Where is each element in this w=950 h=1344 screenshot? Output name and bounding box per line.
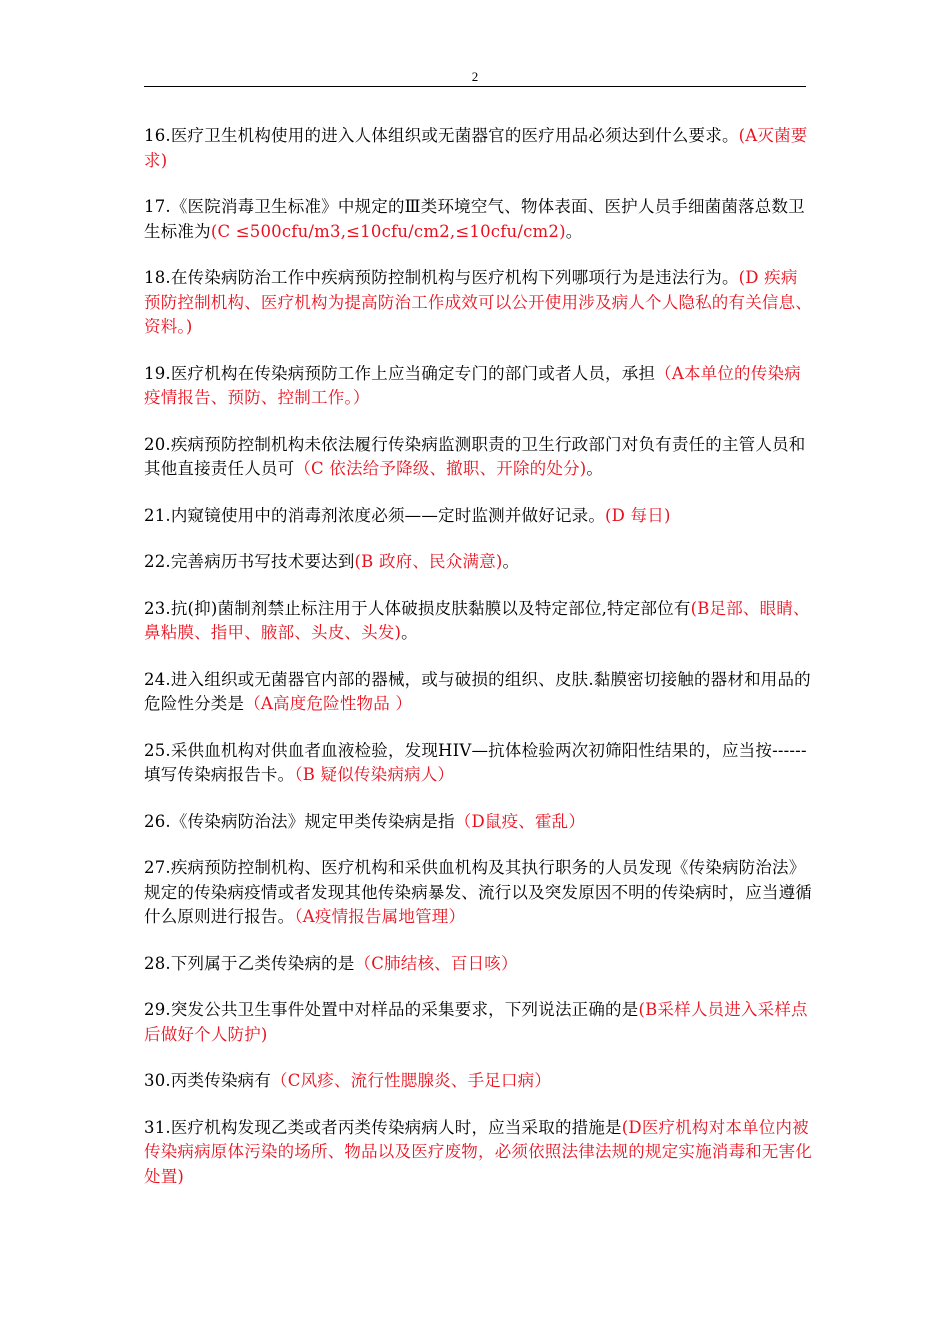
question-item xyxy=(144,856,814,930)
question-item xyxy=(144,504,814,529)
question-text: 27.疾病预防控制机构、医疗机构和采供血机构及其执行职务的人员发现《传染病防治法》规定的传染病疫情或者发现其他传染病暴发、流行以及突发原因不明的传染病时，应当遵循什么原则进行报告。 xyxy=(144,858,812,926)
answer-text: （A高度危险性物品 ） xyxy=(244,694,413,713)
question-text: 16.医疗卫生机构使用的进入人体组织或无菌器官的医疗用品必须达到什么要求。 xyxy=(144,126,739,145)
page-header xyxy=(144,66,806,87)
answer-text: （C 依法给予降级、撤职、开除的处分) xyxy=(294,459,587,478)
question-text: 17.《医院消毒卫生标准》中规定的Ⅲ类环境空气、物体表面、医护人员手细菌菌落总数卫生标准为 xyxy=(144,197,805,241)
question-tail: 。 xyxy=(502,552,520,571)
question-item xyxy=(144,266,814,340)
question-item xyxy=(144,1069,814,1094)
answer-text: (A灭菌要求) xyxy=(144,126,808,170)
answer-text: (B采样人员进入采样点后做好个人防护) xyxy=(144,1000,808,1044)
question-item xyxy=(144,1116,814,1190)
question-text: 25.采供血机构对供血者血液检验，发现HIV—抗体检验两次初筛阳性结果的，应当按------填写传染病报告卡。 xyxy=(144,740,807,784)
answer-text: （D鼠疫、霍乱） xyxy=(454,811,586,831)
question-text: 19.医疗机构在传染病预防工作上应当确定专门的部门或者人员，承担 xyxy=(144,363,656,383)
question-item xyxy=(144,668,814,717)
question-text: 30.丙类传染病有 xyxy=(144,1071,272,1090)
question-text: 28.下列属于乙类传染病的是 xyxy=(144,953,355,973)
question-tail: 。 xyxy=(401,623,418,642)
answer-text: （C风疹、流行性腮腺炎、手足口病） xyxy=(271,1071,552,1090)
answer-text: （B 疑似传染病病人） xyxy=(294,765,455,784)
question-text: 18.在传染病防治工作中疾病预防控制机构与医疗机构下列哪项行为是违法行为。 xyxy=(144,268,739,287)
question-item xyxy=(144,362,814,411)
answer-text: （A本单位的传染病疫情报告、预防、控制工作。） xyxy=(144,363,801,407)
question-text: 20.疾病预防控制机构未依法履行传染病监测职责的卫生行政部门对负有责任的主管人员和其他直接责任人员可 xyxy=(144,434,806,478)
answer-text: （A疫情报告属地管理） xyxy=(294,907,466,926)
page-number: 2 xyxy=(471,69,479,84)
question-text: 23.抗(抑)菌制剂禁止标注用于人体破损皮肤黏膜以及特定部位,特定部位有 xyxy=(144,598,691,618)
question-text: 31.医疗机构发现乙类或者丙类传染病病人时，应当采取的措施是 xyxy=(144,1117,622,1137)
answer-text: (B 政府、民众满意) xyxy=(354,552,503,571)
question-item xyxy=(144,195,814,244)
question-item xyxy=(144,597,814,646)
question-item xyxy=(144,739,814,788)
answer-text: (B足部、眼睛、鼻粘膜、指甲、腋部、头皮、头发) xyxy=(144,598,810,642)
question-item xyxy=(144,998,814,1047)
question-text: 24.进入组织或无菌器官内部的器械，或与破损的组织、皮肤.黏膜密切接触的器材和用品的危险性分类是 xyxy=(144,669,811,713)
question-list xyxy=(144,124,814,1211)
question-item xyxy=(144,952,814,977)
answer-text: (D 每日) xyxy=(605,505,671,525)
answer-text: (D 疾病预防控制机构、医疗机构为提高防治工作成效可以公开使用涉及病人个人隐私的有关信息、资料。) xyxy=(144,268,812,336)
question-tail: 。 xyxy=(586,459,604,478)
question-item xyxy=(144,124,814,173)
question-item xyxy=(144,810,814,835)
question-item xyxy=(144,550,814,575)
question-text: 29.突发公共卫生事件处置中对样品的采集要求，下列说法正确的是 xyxy=(144,1000,639,1019)
answer-text: （C肺结核、百日咳） xyxy=(354,953,518,973)
question-text: 22.完善病历书写技术要达到 xyxy=(144,552,355,571)
question-text: 26.《传染病防治法》规定甲类传染病是指 xyxy=(144,811,455,831)
question-text: 21.内窥镜使用中的消毒剂浓度必须——定时监测并做好记录。 xyxy=(144,505,606,525)
question-tail: 。 xyxy=(565,221,583,241)
answer-text: (C ≤500cfu/m3,≤10cfu/cm2,≤10cfu/cm2) xyxy=(210,221,566,241)
question-item xyxy=(144,433,814,482)
answer-text: (D医疗机构对本单位内被传染病病原体污染的场所、物品以及医疗废物，必须依照法律法规的规定实施消毒和无害化处置) xyxy=(144,1117,812,1186)
